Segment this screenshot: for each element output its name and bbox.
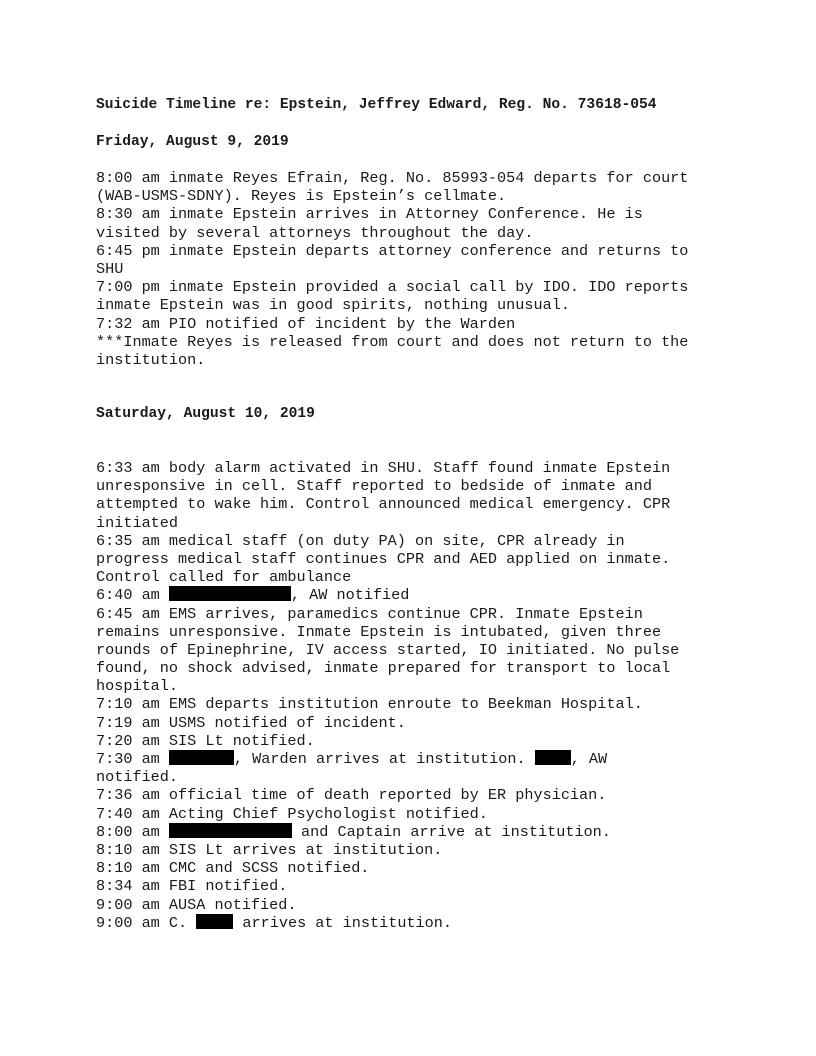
timeline-line: 9:00 am AUSA notified. xyxy=(96,895,297,914)
timeline-line: 7:19 am USMS notified of incident. xyxy=(96,713,406,732)
timeline-line: 6:45 pm inmate Epstein departs attorney conference and returns to xyxy=(96,241,689,260)
line-text: , Warden arrives at institution. xyxy=(233,750,535,768)
timeline-line: notified. xyxy=(96,768,179,787)
line-text: and Captain arrive at institution. xyxy=(291,822,611,841)
timeline-line: 7:20 am SIS Lt notified. xyxy=(96,731,315,750)
redaction-block xyxy=(169,823,292,838)
timeline-line: ***Inmate Reyes is released from court and does not return to the xyxy=(96,332,689,351)
timeline-line: remains unresponsive. Inmate Epstein is intubated, given three xyxy=(96,622,662,641)
timeline-line: 6:35 am medical staff (on duty PA) on site, CPR already in xyxy=(96,531,625,550)
timeline-line: found, no shock advised, inmate prepared for transport to local xyxy=(96,659,671,678)
timeline-line: progress medical staff continues CPR and AED applied on inmate. xyxy=(96,549,671,568)
timeline-line: SHU xyxy=(96,259,124,278)
timeline-line: rounds of Epinephrine, IV access started, IO initiated. No pulse xyxy=(96,640,680,659)
redaction-block xyxy=(169,750,234,765)
redaction-block xyxy=(196,914,233,929)
timeline-line: visited by several attorneys throughout the day. xyxy=(96,223,534,242)
timeline-line-900 xyxy=(96,914,736,932)
timeline-line: 8:00 am inmate Reyes Efrain, Reg. No. 85993-054 departs for court xyxy=(96,169,689,187)
timeline-line: 6:45 am EMS arrives, paramedics continue CPR. Inmate Epstein xyxy=(96,604,643,623)
timeline-line: 8:10 am CMC and SCSS notified. xyxy=(96,859,370,878)
timeline-saturday xyxy=(96,459,736,932)
timeline-line-640 xyxy=(96,586,736,604)
timeline-line: 7:00 pm inmate Epstein provided a social call by IDO. IDO reports xyxy=(96,278,689,297)
redaction-block xyxy=(535,750,571,765)
timeline-line: initiated xyxy=(96,513,179,532)
line-text: 8:00 am xyxy=(96,822,169,841)
timeline-line: institution. xyxy=(96,350,206,369)
timeline-line: unresponsive in cell. Staff reported to bedside of inmate and xyxy=(96,477,652,496)
timeline-line: Control called for ambulance xyxy=(96,568,352,587)
timeline-line-800 xyxy=(96,823,736,841)
line-text: 7:30 am xyxy=(96,750,169,768)
redaction-block xyxy=(169,586,291,601)
timeline-line: inmate Epstein was in good spirits, nothing unusual. xyxy=(96,296,570,315)
timeline-line: 7:32 am PIO notified of incident by the Warden xyxy=(96,314,516,333)
line-text: 9:00 am C. xyxy=(96,913,197,932)
timeline-line: attempted to wake him. Control announced medical emergency. CPR xyxy=(96,495,671,514)
timeline-line: 8:30 am inmate Epstein arrives in Attorney Conference. He is xyxy=(96,205,643,224)
timeline-line-730 xyxy=(96,750,736,768)
timeline-line: (WAB-USMS-SDNY). Reyes is Epstein’s cellmate. xyxy=(96,187,507,206)
day-heading-saturday: Saturday, August 10, 2019 xyxy=(96,406,315,422)
timeline-friday xyxy=(96,169,736,369)
line-text: , AW notified xyxy=(290,586,410,605)
timeline-line: 7:36 am official time of death reported by ER physician. xyxy=(96,786,607,805)
timeline-line: 7:40 am Acting Chief Psychologist notified. xyxy=(96,804,488,823)
timeline-line: 8:34 am FBI notified. xyxy=(96,877,288,896)
timeline-line: hospital. xyxy=(96,677,179,696)
day-heading-friday: Friday, August 9, 2019 xyxy=(96,134,289,150)
timeline-line: 8:10 am SIS Lt arrives at institution. xyxy=(96,840,443,859)
line-text: arrives at institution. xyxy=(233,913,453,932)
timeline-line: 7:10 am EMS departs institution enroute to Beekman Hospital. xyxy=(96,695,643,714)
line-text: , AW xyxy=(570,750,608,768)
document-title: Suicide Timeline re: Epstein, Jeffrey Edward, Reg. No. 73618-054 xyxy=(96,97,657,113)
timeline-line: 6:33 am body alarm activated in SHU. Staff found inmate Epstein xyxy=(96,459,671,477)
line-text: 6:40 am xyxy=(96,586,169,605)
